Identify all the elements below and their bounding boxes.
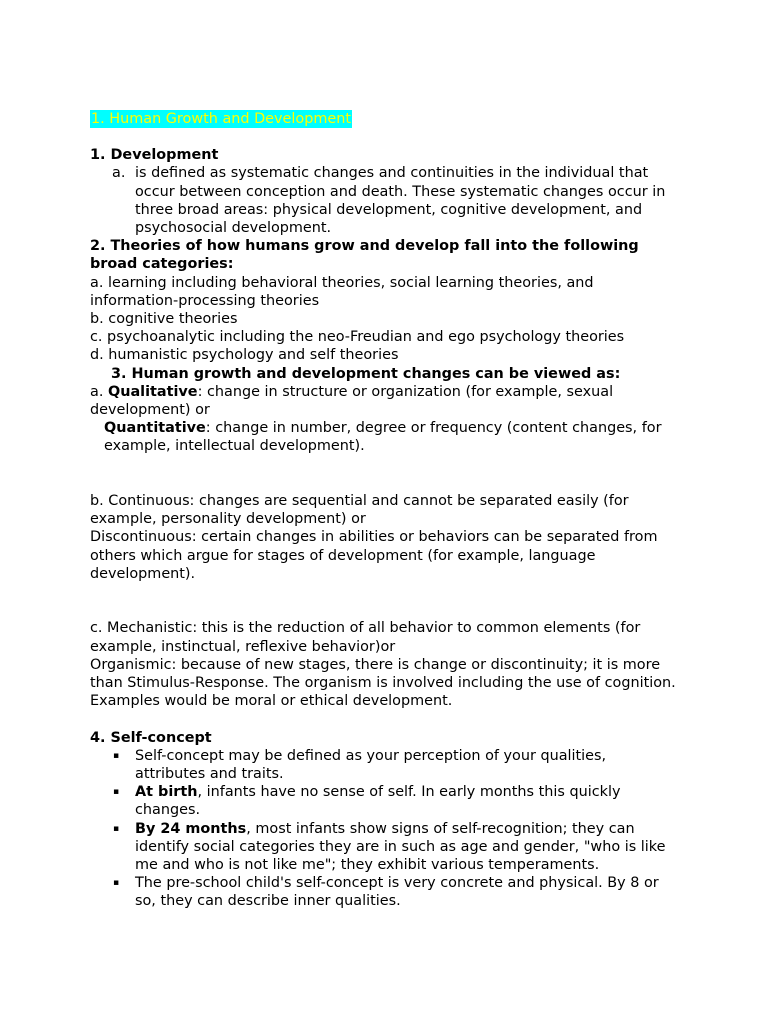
document-title: 1. Human Growth and Development <box>91 111 351 127</box>
list-item <box>90 783 680 819</box>
section-2-line-c: c. psychoanalytic including the neo-Freudian and ego psychology theories <box>90 329 625 346</box>
list-marker: a. <box>112 165 126 182</box>
section-4-heading: 4. Self-concept <box>90 729 212 746</box>
list-item <box>90 747 680 783</box>
section-2-line-a: a. learning including behavioral theories, social learning theories, and information-processing theories <box>90 274 594 309</box>
list-item <box>90 874 680 910</box>
section-3-discontinuous: Discontinuous: certain changes in abilities or behaviors can be separated from others which argue for stages of development (for example, language development). <box>90 529 658 582</box>
bullet-icon: ▪ <box>113 823 120 834</box>
section-3-continuous: b. Continuous: changes are sequential and cannot be separated easily (for example, personality development) or <box>90 493 629 528</box>
section-3-mechanistic: c. Mechanistic: this is the reduction of all behavior to common elements (for example, instinctual, reflexive behavior)or <box>90 620 641 655</box>
qualitative-text: : change in structure or organization (for example, sexual development) or <box>90 383 614 419</box>
bullet-text: , infants have no sense of self. In early months this quickly changes. <box>135 784 621 819</box>
bullet-text: , most infants show signs of self-recognition; they can identify social categories they are in such as age and gender, "who is like me and who is not like me"; they exhibit various temperaments. <box>135 820 666 874</box>
document-title-line <box>90 110 680 128</box>
section-3-organismic: Organismic: because of new stages, there is change or discontinuity; it is more than Stimulus-Response. The organism is involved including the use of cognition. Examples would be moral or ethical development. <box>90 656 676 710</box>
document-page <box>90 110 680 911</box>
section-1-list <box>90 164 680 237</box>
bullet-icon: ▪ <box>113 787 120 798</box>
bullet-bold: At birth <box>135 784 198 801</box>
list-item-text: is defined as systematic changes and continuities in the individual that occur between conception and death. These systematic changes occur in three broad areas: physical development, cognitive development, and psychosocial development. <box>135 165 666 237</box>
section-2-line-d: d. humanistic psychology and self theories <box>90 347 399 364</box>
section-3-quantitative <box>90 419 680 455</box>
qualitative-prefix: a. <box>90 383 108 400</box>
quantitative-label: Quantitative <box>104 420 206 437</box>
qualitative-label: Qualitative <box>107 383 198 400</box>
section-4-list <box>90 747 680 911</box>
section-3-qualitative <box>90 383 680 419</box>
list-item <box>90 820 680 875</box>
section-3-heading: 3. Human growth and development changes can be viewed as: <box>111 365 621 382</box>
bullet-bold: By 24 months <box>135 820 247 837</box>
bullet-icon: ▪ <box>113 878 120 889</box>
bullet-text: Self-concept may be defined as your perception of your qualities, attributes and traits. <box>135 747 607 783</box>
section-2-line-b: b. cognitive theories <box>90 311 238 328</box>
bullet-text: The pre-school child's self-concept is very concrete and physical. By 8 or so, they can describe inner qualities. <box>135 875 659 910</box>
section-2-heading: 2. Theories of how humans grow and develop fall into the following broad categories: <box>90 238 639 273</box>
bullet-icon: ▪ <box>113 750 120 761</box>
quantitative-text: : change in number, degree or frequency (content changes, for example, intellectual development). <box>104 420 662 455</box>
list-item <box>90 164 680 237</box>
section-1-heading: 1. Development <box>90 147 219 164</box>
